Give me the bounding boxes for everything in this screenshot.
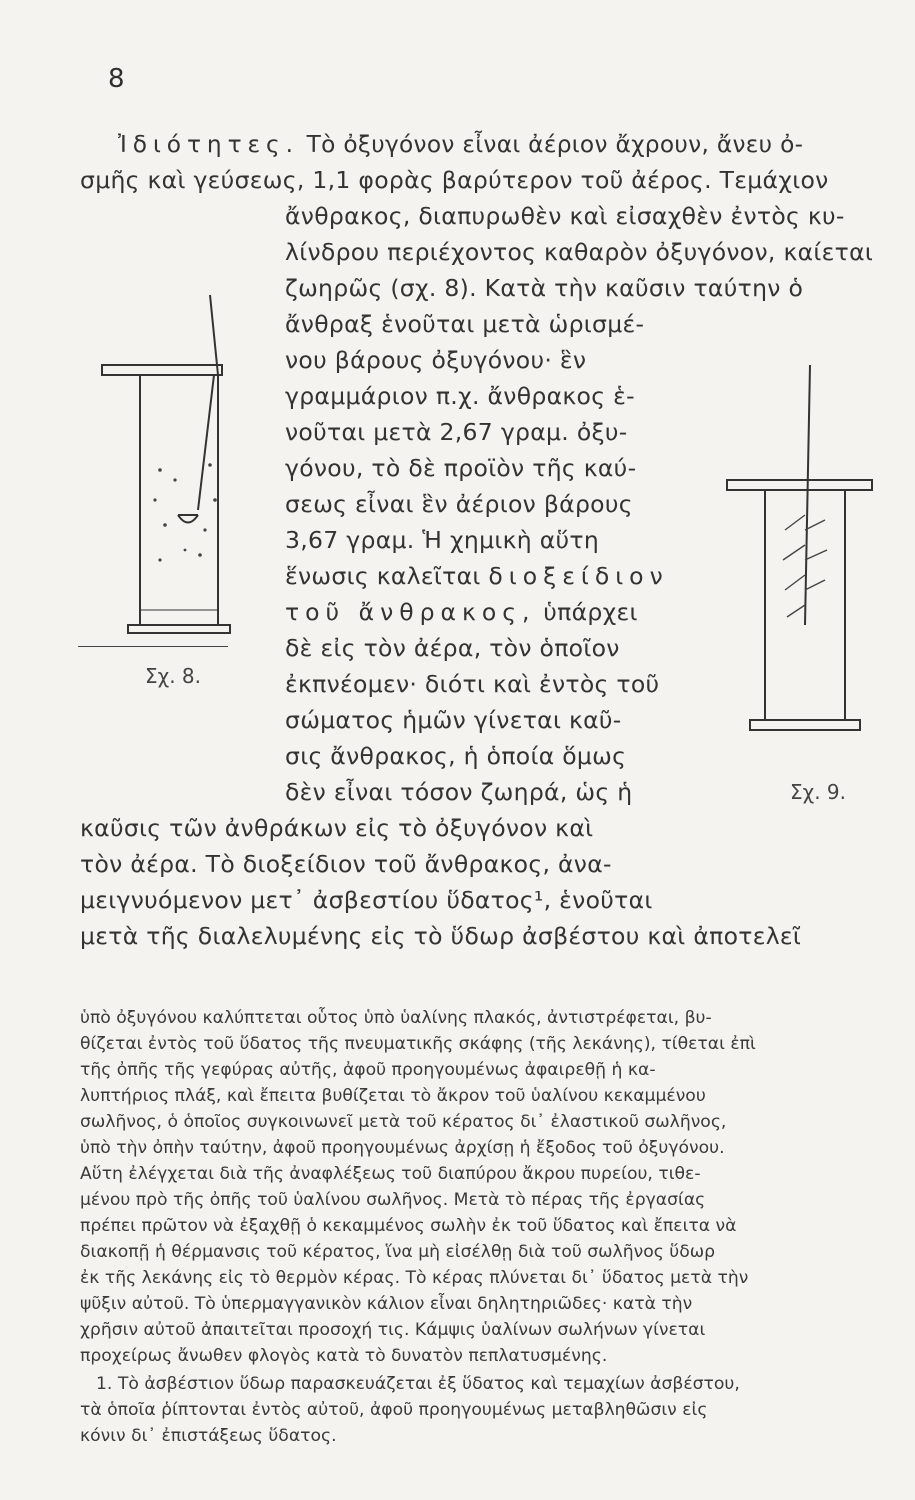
footnote-line: θίζεται ἐντὸς τοῦ ὕδατος τῆς πνευματικῆς σκάφης (τῆς λεκάνης), τίθεται ἐπὶ <box>80 1034 756 1054</box>
text-line: μειγνυόμενον μετ᾽ ἀσβεστίου ὕδατος¹, ἑνοῦται <box>80 886 653 914</box>
page-number: 8 <box>108 64 125 94</box>
footnote-line: τῆς ὀπῆς τῆς γεφύρας αὐτῆς, ἀφοῦ προηγουμένως ἀφαιρεθῇ ἡ κα- <box>80 1060 656 1080</box>
text-line: 3,67 γραμ. Ἡ χημικὴ αὕτη <box>285 526 600 554</box>
term-carbon: τοῦ ἄνθρακος, <box>285 598 536 626</box>
text-line: σώματος ἡμῶν γίνεται καῦ- <box>285 706 622 734</box>
text-line: νοῦται μετὰ 2,67 γραμ. ὀξυ- <box>285 418 628 446</box>
footnote-line: ὑπὸ ὀξυγόνου καλύπτεται οὗτος ὑπὸ ὑαλίνης πλακός, ἀντιστρέφεται, βυ- <box>80 1008 712 1028</box>
text-line: ἄνθρακος, διαπυρωθὲν καὶ εἰσαχθὲν ἐντὸς κυ- <box>285 202 845 230</box>
text-line: δὲ εἰς τὸν ἀέρα, τὸν ὁποῖον <box>285 634 620 662</box>
text-span: Τὸ ὀξυγόνον εἶναι ἀέριον ἄχρουν, ἄνευ ὀ- <box>298 130 804 158</box>
text-line: ἄνθραξ ἑνοῦται μετὰ ὡρισμέ- <box>285 310 645 338</box>
text-line: τὸν ἀέρα. Τὸ διοξείδιον τοῦ ἄνθρακος, ἀνα- <box>80 850 612 878</box>
text-line: μετὰ τῆς διαλελυμένης εἰς τὸ ὕδωρ ἀσβέστου καὶ ἀποτελεῖ <box>80 922 802 950</box>
text-line: δὲν εἶναι τόσον ζωηρά, ὡς ἡ <box>285 778 633 806</box>
footnote-line: προχείρως ἄνωθεν φλογὸς κατὰ τὸ δυνατὸν πεπλατυσμένης. <box>80 1346 608 1366</box>
text-line <box>285 562 669 590</box>
text-line <box>118 130 900 158</box>
text-line: σμῆς καὶ γεύσεως, 1,1 φορὰς βαρύτερον τοῦ ἀέρος. Τεμάχιον <box>80 166 829 194</box>
footnote-line: χρῆσιν αὐτοῦ ἀπαιτεῖται προσοχή τις. Κάμψις ὑαλίνων σωλήνων γίνεται <box>80 1320 706 1340</box>
figure-8-caption: Σχ. 8. <box>145 664 201 688</box>
text-span: ὑπάρχει <box>535 598 638 626</box>
footnote-line: σωλῆνος, ὁ ὁποῖος συγκοινωνεῖ μετὰ τοῦ κέρατος δι᾽ ἐλαστικοῦ σωλῆνος, <box>80 1112 727 1132</box>
text-line: νου βάρους ὀξυγόνου· ἓν <box>285 346 587 374</box>
text-line: γραμμάριον π.χ. ἄνθρακος ἑ- <box>285 382 635 410</box>
text-line: σεως εἶναι ἓν ἀέριον βάρους <box>285 490 633 518</box>
footnote-line: 1. Τὸ ἀσβέστιον ὕδωρ παρασκευάζεται ἐξ ὕδατος καὶ τεμαχίων ἀσβέστου, <box>96 1374 740 1394</box>
footnote-line: Αὕτη ἐλέγχεται διὰ τῆς ἀναφλέξεως τοῦ διαπύρου ἄκρου πυρείου, τιθε- <box>80 1164 701 1184</box>
figure-9-illustration <box>715 355 895 750</box>
text-line: ἐκπνέομεν· διότι καὶ ἐντὸς τοῦ <box>285 670 660 698</box>
term-carbon-dioxide: διοξείδιον <box>488 562 669 590</box>
text-line: ζωηρῶς (σχ. 8). Κατὰ τὴν καῦσιν ταύτην ὁ <box>285 274 804 302</box>
section-heading: Ἰδιότητες. <box>118 130 299 158</box>
footnote-line: διακοπῇ ἡ θέρμανσις τοῦ κέρατος, ἵνα μὴ εἰσέλθῃ διὰ τοῦ σωλῆνος ὕδωρ <box>80 1242 716 1262</box>
figure-8-ground-line <box>78 646 228 647</box>
text-line: καῦσις τῶν ἀνθράκων εἰς τὸ ὀξυγόνον καὶ <box>80 814 594 842</box>
figure-9-caption: Σχ. 9. <box>790 780 846 804</box>
text-line <box>285 598 638 626</box>
text-line: γόνου, τὸ δὲ προϊὸν τῆς καύ- <box>285 454 637 482</box>
text-line: σις ἄνθρακος, ἡ ὁποία ὅμως <box>285 742 627 770</box>
figure-8-illustration <box>90 270 270 660</box>
footnote-line: μένου πρὸ τῆς ὀπῆς τοῦ ὑαλίνου σωλῆνος. Μετὰ τὸ πέρας τῆς ἐργασίας <box>80 1190 706 1210</box>
footnote-line: ὑπὸ τὴν ὀπὴν ταύτην, ἀφοῦ προηγουμένως ἀρχίσῃ ἡ ἔξοδος τοῦ ὀξυγόνου. <box>80 1138 725 1158</box>
footnote-line: τὰ ὁποῖα ῥίπτονται ἐντὸς αὐτοῦ, ἀφοῦ προηγουμένως μεταβληθῶσιν εἰς <box>80 1400 708 1420</box>
footnote-line: πρέπει πρῶτον νὰ ἐξαχθῇ ὁ κεκαμμένος σωλὴν ἐκ τοῦ ὕδατος καὶ ἔπειτα νὰ <box>80 1216 737 1236</box>
footnote-line: κόνιν δι᾽ ἐπιστάξεως ὕδατος. <box>80 1426 337 1446</box>
footnote-line: ψῦξιν αὐτοῦ. Τὸ ὑπερμαγγανικὸν κάλιον εἶναι δηλητηριῶδες· κατὰ τὴν <box>80 1294 693 1314</box>
text-span: ἕνωσις καλεῖται <box>285 562 489 590</box>
footnote-line: ἐκ τῆς λεκάνης εἰς τὸ θερμὸν κέρας. Τὸ κέρας πλύνεται δι᾽ ὕδατος μετὰ τὴν <box>80 1268 749 1288</box>
text-line: λίνδρου περιέχοντος καθαρὸν ὀξυγόνον, καίεται <box>285 238 874 266</box>
footnote-line: λυπτήριος πλάξ, καὶ ἔπειτα βυθίζεται τὸ ἄκρον τοῦ ὑαλίνου κεκαμμένου <box>80 1086 706 1106</box>
